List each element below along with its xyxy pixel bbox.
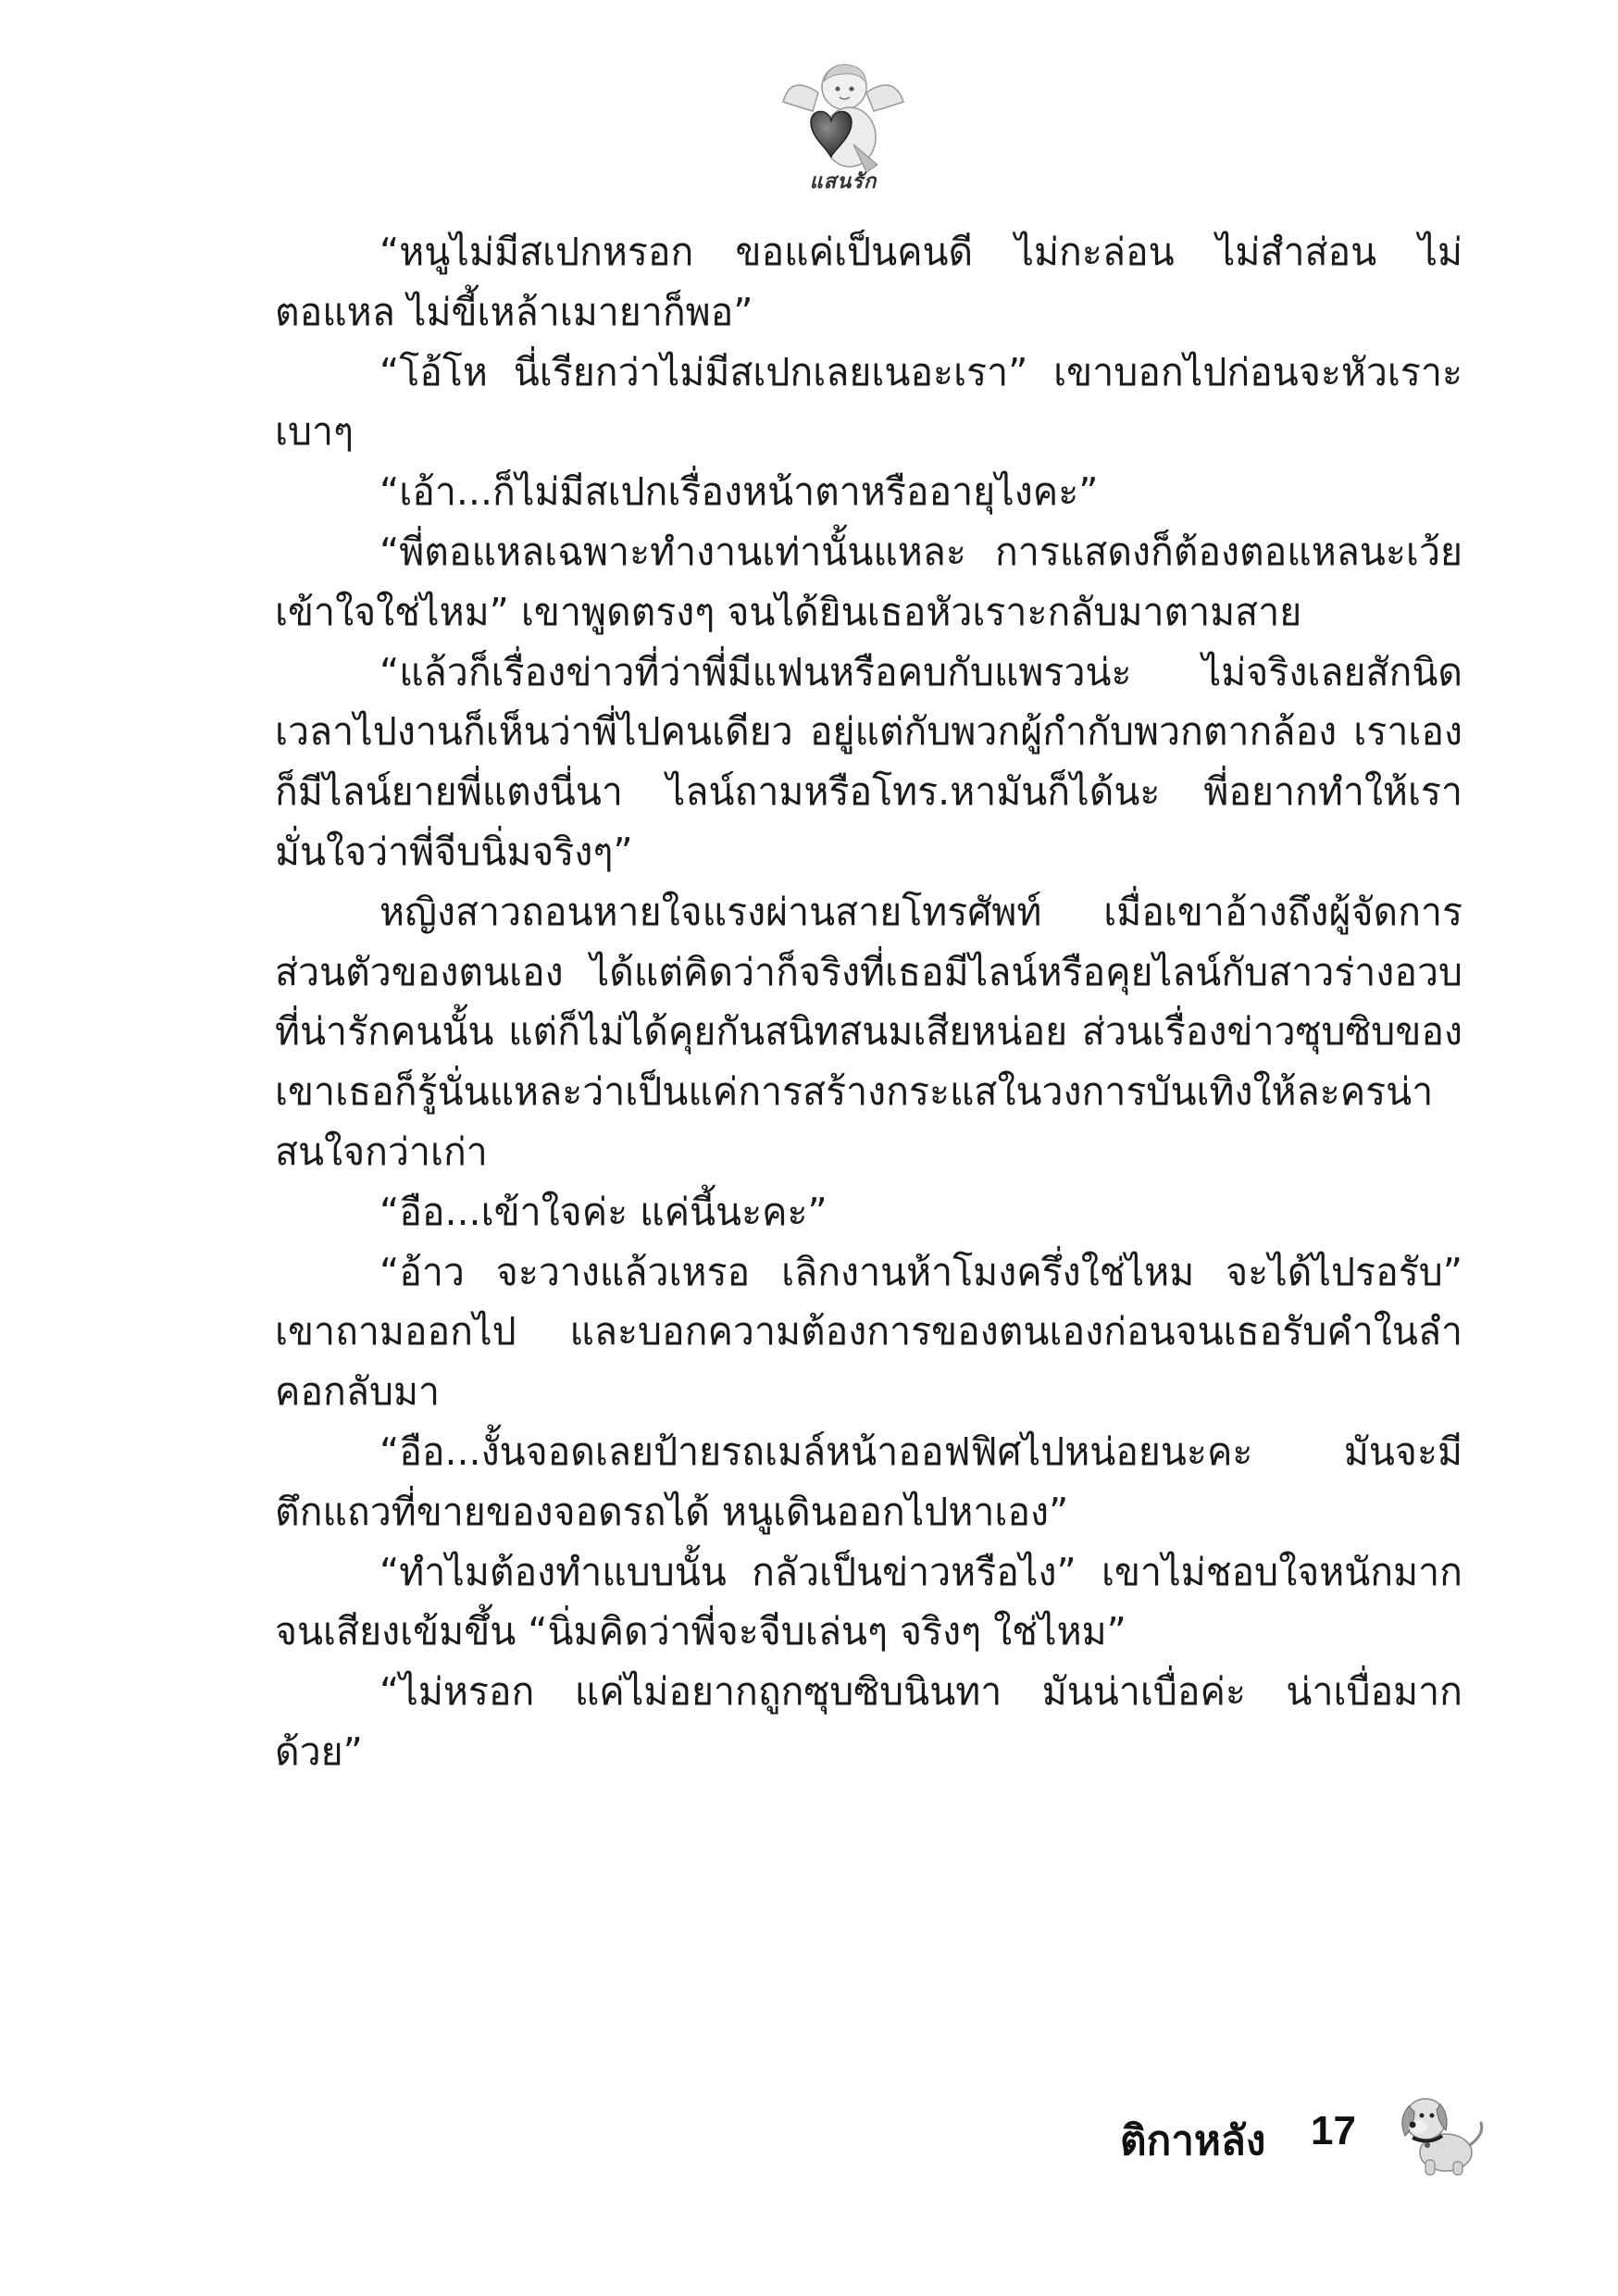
paragraph: “หนูไม่มีสเปกหรอก ขอแค่เป็นคนดี ไม่กะล่อน ไม่สำส่อน ไม่ตอแหล ไม่ขี้เหล้าเมายาก็พอ” bbox=[275, 230, 1462, 334]
paragraph: “อือ...เข้าใจค่ะ แค่นี้นะคะ” bbox=[380, 1189, 828, 1234]
paragraph: “เอ้า...ก็ไม่มีสเปกเรื่องหน้าตาหรืออายุไงคะ” bbox=[380, 469, 1099, 515]
paragraph: “แล้วก็เรื่องข่าวที่ว่าพี่มีแฟนหรือคบกับแพรวน่ะ ไม่จริงเลยสักนิด เวลาไปงานก็เห็นว่าพี่ไปคนเดียว อยู่แต่กับพวกผู้กำกับพวกตากล้อง เราเองก็มีไลน์ยายพี่แตงนี่นา ไลน์ถามหรือโทร.หามันก็ได้นะ พี่อยากทำให้เรามั่นใจว่าพี่จีบนิ่มจริงๆ” bbox=[275, 649, 1462, 874]
paragraph: “พี่ตอแหลเฉพาะทำงานเท่านั้นแหละ การแสดงก็ต้องตอแหลนะเว้ย เข้าใจใช่ไหม” เขาพูดตรงๆ จนได้ยินเธอหัวเราะกลับมาตามสาย bbox=[275, 529, 1462, 634]
page-footer bbox=[1120, 2097, 1490, 2180]
logo-text: แสนรัก bbox=[809, 170, 877, 193]
paragraph: “อ้าว จะวางแล้วเหรอ เลิกงานห้าโมงครึ่งใช่ไหม จะได้ไปรอรับ” เขาถามออกไป และบอกความต้องการของตนเองก่อนจนเธอรับคำในลำคอกลับมา bbox=[275, 1249, 1462, 1415]
paragraph: “โอ้โห นี่เรียกว่าไม่มีสเปกเลยเนอะเรา” เขาบอกไปก่อนจะหัวเราะเบาๆ bbox=[275, 349, 1462, 455]
book-title: ติกาหลัง bbox=[1120, 2117, 1266, 2165]
puppy-icon bbox=[1388, 2078, 1490, 2180]
cupid-logo bbox=[774, 56, 913, 194]
paragraph: “ไม่หรอก แค่ไม่อยากถูกซุบซิบนินทา มันน่าเบื่อค่ะ น่าเบื่อมากด้วย” bbox=[275, 1669, 1462, 1774]
story-text bbox=[275, 222, 1462, 1782]
paragraph: “ทำไมต้องทำแบบนั้น กลัวเป็นข่าวหรือไง” เขาไม่ชอบใจหนักมากจนเสียงเข้มขึ้น “นิ่มคิดว่าพี่จะจีบเล่นๆ จริงๆ ใช่ไหม” bbox=[275, 1549, 1462, 1654]
page-number: 17 bbox=[1311, 2108, 1356, 2153]
paragraph: “อือ...งั้นจอดเลยป้ายรถเมล์หน้าออฟฟิศไปหน่อยนะคะ มันจะมีตึกแถวที่ขายของจอดรถได้ หนูเดินออกไปหาเอง” bbox=[275, 1429, 1462, 1534]
paragraph: หญิงสาวถอนหายใจแรงผ่านสายโทรศัพท์ เมื่อเขาอ้างถึงผู้จัดการส่วนตัวของตนเอง ได้แต่คิดว่าก็จริงที่เธอมีไลน์หรือคุยไลน์กับสาวร่างอวบที่น่ารักคนนั้น แต่ก็ไม่ได้คุยกันสนิทสนมเสียหน่อย ส่วนเรื่องข่าวซุบซิบของเขาเธอก็รู้นั่นแหละว่าเป็นแค่การสร้างกระแสในวงการบันเทิงให้ละครน่าสนใจกว่าเก่า bbox=[275, 889, 1462, 1174]
